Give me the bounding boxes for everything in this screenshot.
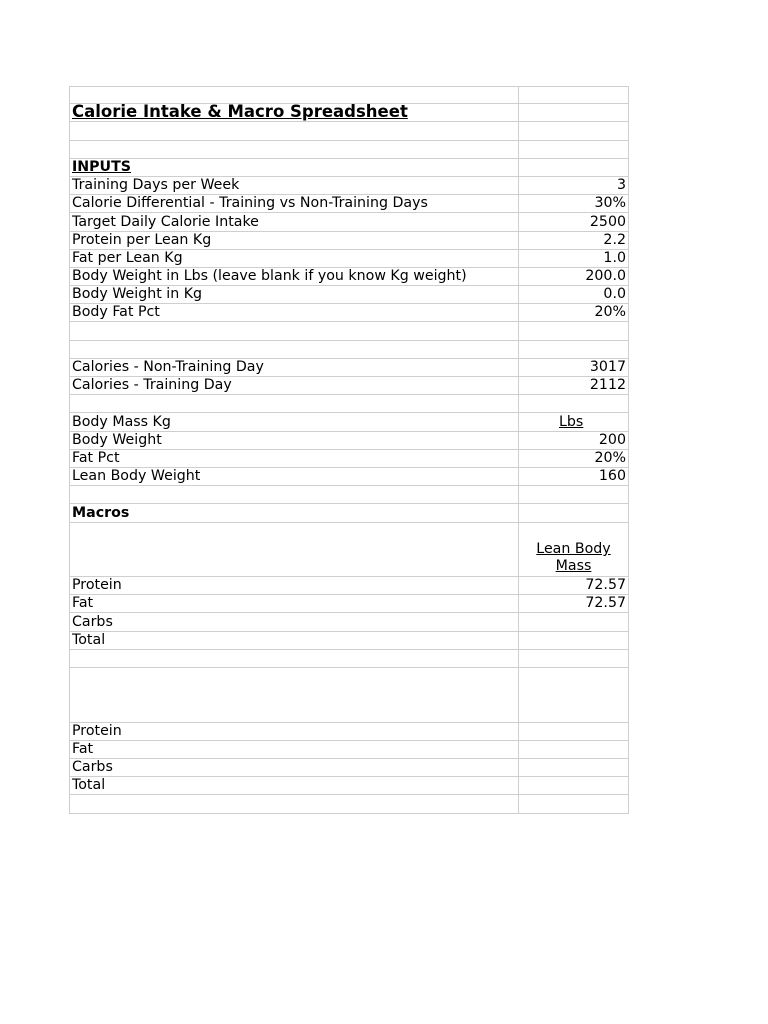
calories-training-label[interactable]: Calories - Training Day xyxy=(69,377,519,394)
cell[interactable] xyxy=(69,141,519,158)
fat-per-kg-value[interactable]: 1.0 xyxy=(519,250,629,267)
body-weight-value[interactable]: 200 xyxy=(519,432,629,449)
row-inputs-header xyxy=(69,159,629,177)
macro-total-label[interactable]: Total xyxy=(69,632,519,649)
row-macro-carbs xyxy=(69,613,629,631)
lbs-header-cell[interactable] xyxy=(519,413,629,430)
calories-non-training-label[interactable]: Calories - Non-Training Day xyxy=(69,359,519,376)
weight-lbs-label[interactable]: Body Weight in Lbs (leave blank if you know Kg weight) xyxy=(69,268,519,285)
row-blank-tall xyxy=(69,668,629,723)
cell[interactable] xyxy=(519,650,629,667)
cell[interactable] xyxy=(69,322,519,339)
row-blank xyxy=(69,486,629,504)
row-calorie-differential xyxy=(69,195,629,213)
macro-fat-label[interactable]: Fat xyxy=(69,595,519,612)
fat-pct-value[interactable]: 20% xyxy=(519,450,629,467)
row-fat-per-kg xyxy=(69,250,629,268)
lean-body-weight-label[interactable]: Lean Body Weight xyxy=(69,468,519,485)
row-body-fat xyxy=(69,304,629,322)
cell[interactable] xyxy=(519,795,629,812)
row-lean-body-weight xyxy=(69,468,629,486)
row-macros-header xyxy=(69,504,629,522)
macro2-carbs-value[interactable] xyxy=(519,759,629,776)
weight-lbs-value[interactable]: 200.0 xyxy=(519,268,629,285)
row-body-weight xyxy=(69,432,629,450)
row-weight-lbs xyxy=(69,268,629,286)
macro2-protein-value[interactable] xyxy=(519,723,629,740)
macro2-protein-label[interactable]: Protein xyxy=(69,723,519,740)
row-blank xyxy=(69,341,629,359)
target-calorie-value[interactable]: 2500 xyxy=(519,213,629,230)
cell[interactable] xyxy=(519,104,629,121)
row-macro-fat xyxy=(69,595,629,613)
row-macros-column-header xyxy=(69,523,629,578)
fat-per-kg-label[interactable]: Fat per Lean Kg xyxy=(69,250,519,267)
inputs-header: INPUTS xyxy=(72,158,131,175)
calories-non-training-value[interactable]: 3017 xyxy=(519,359,629,376)
row-blank xyxy=(69,795,629,813)
macro-carbs-label[interactable]: Carbs xyxy=(69,613,519,630)
row-macro2-protein xyxy=(69,723,629,741)
macro2-carbs-label[interactable]: Carbs xyxy=(69,759,519,776)
macro2-fat-value[interactable] xyxy=(519,741,629,758)
macro-carbs-value[interactable] xyxy=(519,613,629,630)
cell[interactable] xyxy=(69,523,519,577)
spreadsheet xyxy=(69,86,629,814)
cell[interactable] xyxy=(69,486,519,503)
row-protein-per-kg xyxy=(69,232,629,250)
macro2-fat-label[interactable]: Fat xyxy=(69,741,519,758)
calorie-diff-label[interactable]: Calorie Differential - Training vs Non-Training Days xyxy=(69,195,519,212)
cell[interactable] xyxy=(519,159,629,176)
row-training-days xyxy=(69,177,629,195)
macro2-total-label[interactable]: Total xyxy=(69,777,519,794)
cell[interactable] xyxy=(519,322,629,339)
body-fat-value[interactable]: 20% xyxy=(519,304,629,321)
cell[interactable] xyxy=(69,87,519,103)
protein-per-kg-label[interactable]: Protein per Lean Kg xyxy=(69,232,519,249)
lean-body-mass-header-cell[interactable] xyxy=(519,523,629,577)
cell[interactable] xyxy=(69,122,519,139)
body-mass-header-label[interactable]: Body Mass Kg xyxy=(69,413,519,430)
row-blank xyxy=(69,650,629,668)
cell[interactable] xyxy=(519,341,629,358)
macro-total-value[interactable] xyxy=(519,632,629,649)
lean-body-weight-value[interactable]: 160 xyxy=(519,468,629,485)
training-days-label[interactable]: Training Days per Week xyxy=(69,177,519,194)
row-macro2-total xyxy=(69,777,629,795)
macro-fat-value[interactable]: 72.57 xyxy=(519,595,629,612)
calories-training-value[interactable]: 2112 xyxy=(519,377,629,394)
calorie-diff-value[interactable]: 30% xyxy=(519,195,629,212)
row-weight-kg xyxy=(69,286,629,304)
row-blank xyxy=(69,86,629,104)
sheet-title: Calorie Intake & Macro Spreadsheet xyxy=(72,104,408,122)
macro-protein-value[interactable]: 72.57 xyxy=(519,577,629,594)
lean-body-mass-header: Lean Body Mass xyxy=(536,541,611,575)
macro-protein-label[interactable]: Protein xyxy=(69,577,519,594)
row-macro2-fat xyxy=(69,741,629,759)
macros-header-cell[interactable] xyxy=(69,504,519,521)
row-blank xyxy=(69,322,629,340)
row-blank xyxy=(69,122,629,140)
cell[interactable] xyxy=(69,668,519,722)
cell[interactable] xyxy=(519,668,629,722)
row-macro-total xyxy=(69,632,629,650)
title-cell[interactable] xyxy=(69,104,519,121)
cell[interactable] xyxy=(69,395,519,412)
cell[interactable] xyxy=(69,650,519,667)
cell[interactable] xyxy=(519,122,629,139)
row-title xyxy=(69,104,629,122)
weight-kg-label[interactable]: Body Weight in Kg xyxy=(69,286,519,303)
row-blank xyxy=(69,141,629,159)
target-calorie-label[interactable]: Target Daily Calorie Intake xyxy=(69,213,519,230)
row-macro-protein xyxy=(69,577,629,595)
weight-kg-value[interactable]: 0.0 xyxy=(519,286,629,303)
row-fat-pct xyxy=(69,450,629,468)
cell[interactable] xyxy=(519,395,629,412)
fat-pct-label[interactable]: Fat Pct xyxy=(69,450,519,467)
row-calories-non-training xyxy=(69,359,629,377)
body-fat-label[interactable]: Body Fat Pct xyxy=(69,304,519,321)
cell[interactable] xyxy=(69,341,519,358)
lbs-header: Lbs xyxy=(559,413,584,430)
training-days-value[interactable]: 3 xyxy=(519,177,629,194)
row-body-mass-header xyxy=(69,413,629,431)
row-calories-training xyxy=(69,377,629,395)
cell[interactable] xyxy=(69,795,519,812)
body-weight-label[interactable]: Body Weight xyxy=(69,432,519,449)
cell[interactable] xyxy=(519,141,629,158)
protein-per-kg-value[interactable]: 2.2 xyxy=(519,232,629,249)
inputs-header-cell[interactable] xyxy=(69,159,519,176)
macros-header: Macros xyxy=(72,504,130,521)
cell[interactable] xyxy=(519,486,629,503)
cell[interactable] xyxy=(519,504,629,521)
row-target-calorie xyxy=(69,213,629,231)
cell[interactable] xyxy=(519,87,629,103)
row-macro2-carbs xyxy=(69,759,629,777)
row-blank xyxy=(69,395,629,413)
macro2-total-value[interactable] xyxy=(519,777,629,794)
